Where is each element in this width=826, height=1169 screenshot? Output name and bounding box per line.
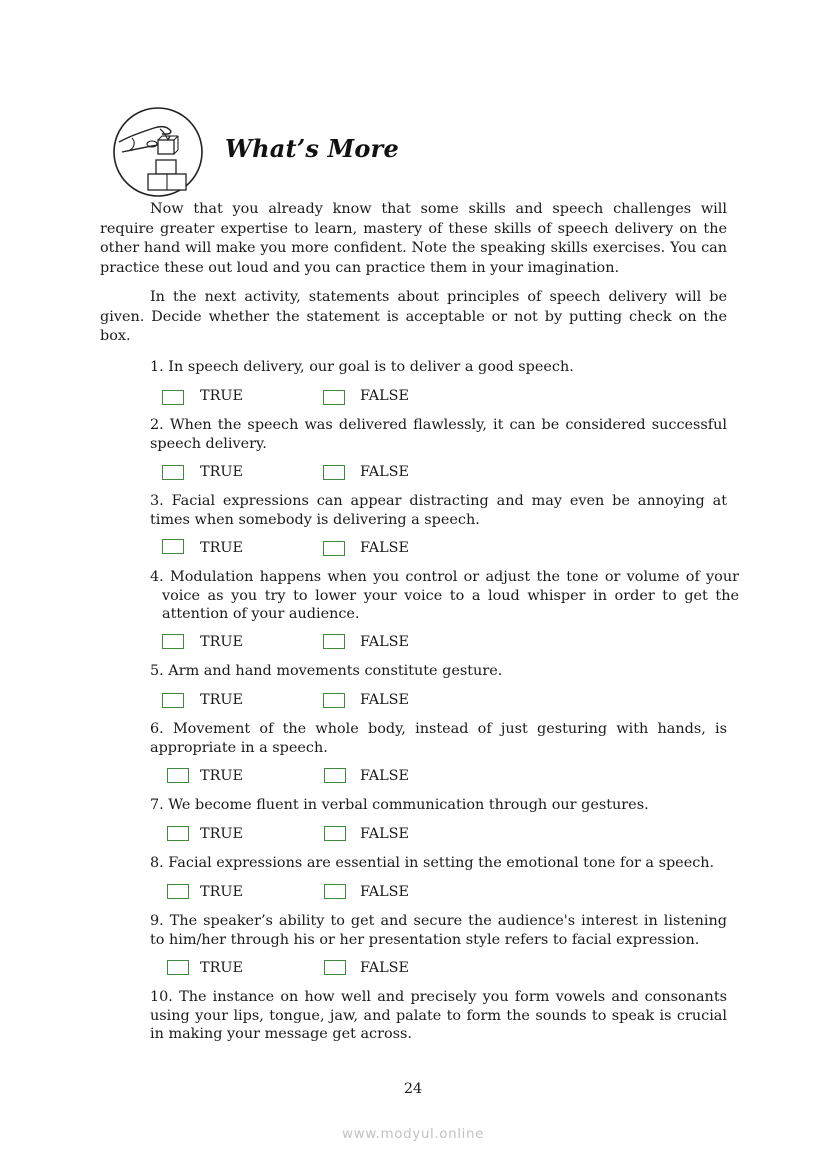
false-checkbox[interactable] [324,768,346,783]
false-label: FALSE [360,960,410,976]
question-5: 5. Arm and hand movements constitute gesture. [150,663,503,679]
false-checkbox[interactable] [323,465,345,480]
true-checkbox[interactable] [162,465,184,480]
true-checkbox[interactable] [167,768,189,783]
false-label: FALSE [360,464,410,480]
true-checkbox[interactable] [162,539,184,554]
instruction-paragraph: In the next activity, statements about principles of speech delivery will be given. Decide whether the statement is acceptable or not by putting check on the box. [100,289,727,344]
section-title: What’s More [225,134,399,163]
question-2: 2. When the speech was delivered flawlessly, it can be considered successful speech delivery. [150,417,727,452]
true-checkbox[interactable] [162,390,184,405]
hand-stacking-blocks-logo [112,106,204,198]
question-10: 10. The instance on how well and precisely you form vowels and consonants using your lips, tongue, jaw, and palate to form the sounds to speak is crucial in making your message get across. [150,989,727,1042]
true-checkbox[interactable] [167,960,189,975]
false-label: FALSE [360,388,410,404]
false-label: FALSE [360,826,410,842]
true-label: TRUE [200,884,244,900]
question-8: 8. Facial expressions are essential in setting the emotional tone for a speech. [150,855,715,871]
false-checkbox[interactable] [323,541,345,556]
question-7: 7. We become fluent in verbal communication through our gestures. [150,797,649,813]
false-label: FALSE [360,768,410,784]
question-6: 6. Movement of the whole body, instead of just gesturing with hands, is appropriate in a speech. [150,721,727,756]
false-checkbox[interactable] [323,390,345,405]
true-label: TRUE [200,692,244,708]
false-checkbox[interactable] [324,960,346,975]
true-label: TRUE [200,768,244,784]
true-checkbox[interactable] [167,826,189,841]
true-checkbox[interactable] [162,693,184,708]
false-label: FALSE [360,634,410,650]
true-label: TRUE [200,388,244,404]
watermark: www.modyul.online [341,1126,485,1142]
false-checkbox[interactable] [323,693,345,708]
page-number: 24 [403,1081,423,1097]
true-label: TRUE [200,826,244,842]
question-9: 9. The speaker’s ability to get and secure the audience's interest in listening to him/her through his or her presentation style refers to facial expression. [150,913,727,948]
true-label: TRUE [200,540,244,556]
true-label: TRUE [200,634,244,650]
intro-paragraph: Now that you already know that some skills and speech challenges will require greater expertise to learn, mastery of these skills of speech delivery on the other hand will make you more confident. Note the speaking skills exercises. You can practice these out loud and you can practice them in your imagination. [100,201,727,276]
true-label: TRUE [200,464,244,480]
false-label: FALSE [360,884,410,900]
question-3: 3. Facial expressions can appear distracting and may even be annoying at times when somebody is delivering a speech. [150,493,727,528]
true-checkbox[interactable] [162,634,184,649]
true-label: TRUE [200,960,244,976]
false-checkbox[interactable] [323,634,345,649]
false-checkbox[interactable] [324,884,346,899]
question-1: 1. In speech delivery, our goal is to deliver a good speech. [150,359,574,375]
question-4: 4. Modulation happens when you control or adjust the tone or volume of your voice as you try to lower your voice to a loud whisper in order to get the attention of your audience. [150,569,739,622]
false-label: FALSE [360,692,410,708]
false-checkbox[interactable] [324,826,346,841]
false-label: FALSE [360,540,410,556]
true-checkbox[interactable] [167,884,189,899]
